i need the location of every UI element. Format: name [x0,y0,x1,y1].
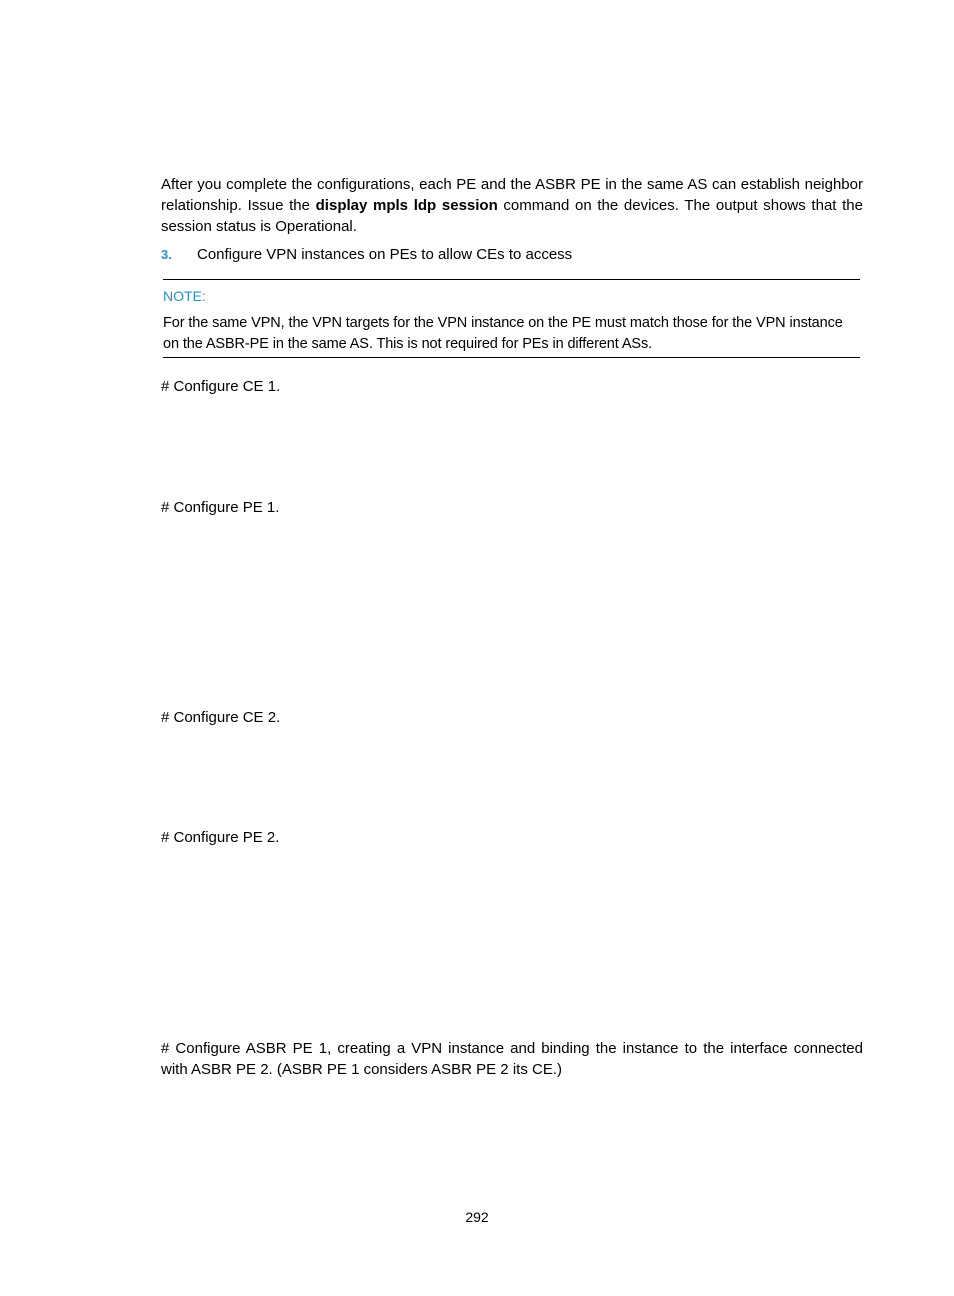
intro-text-before: After you complete the configurations, each PE and the ASBR PE in the same AS can establish neighbor relationship. Issue the [161,176,863,214]
configure-pe2-heading: # Configure PE 2. [161,829,280,846]
intro-paragraph [161,174,863,237]
command-display-mpls-ldp-session: display mpls ldp session [315,197,498,214]
configure-pe1-heading: # Configure PE 1. [161,499,280,516]
intro-text-after: command on the devices. The output shows that the session status is Operational. [161,197,863,235]
step-text: Configure VPN instances on PEs to allow CEs to access [197,246,573,263]
note-label: NOTE: [163,288,206,304]
step-number: 3. [161,247,172,262]
step-3 [161,244,572,265]
note-text: For the same VPN, the VPN targets for the VPN instance on the PE must match those for the VPN instance on the ASBR-PE in the same AS. This is not required for PEs in different ASs. [163,315,843,352]
configure-asbr-pe1-paragraph: # Configure ASBR PE 1, creating a VPN instance and binding the instance to the interface connected with ASBR PE 2. (ASBR PE 1 considers ASBR PE 2 its CE.) [161,1040,863,1078]
note-box [163,279,860,358]
configure-ce1-heading: # Configure CE 1. [161,378,281,395]
configure-ce2-heading: # Configure CE 2. [161,709,281,726]
page-number: 292 [465,1209,489,1225]
